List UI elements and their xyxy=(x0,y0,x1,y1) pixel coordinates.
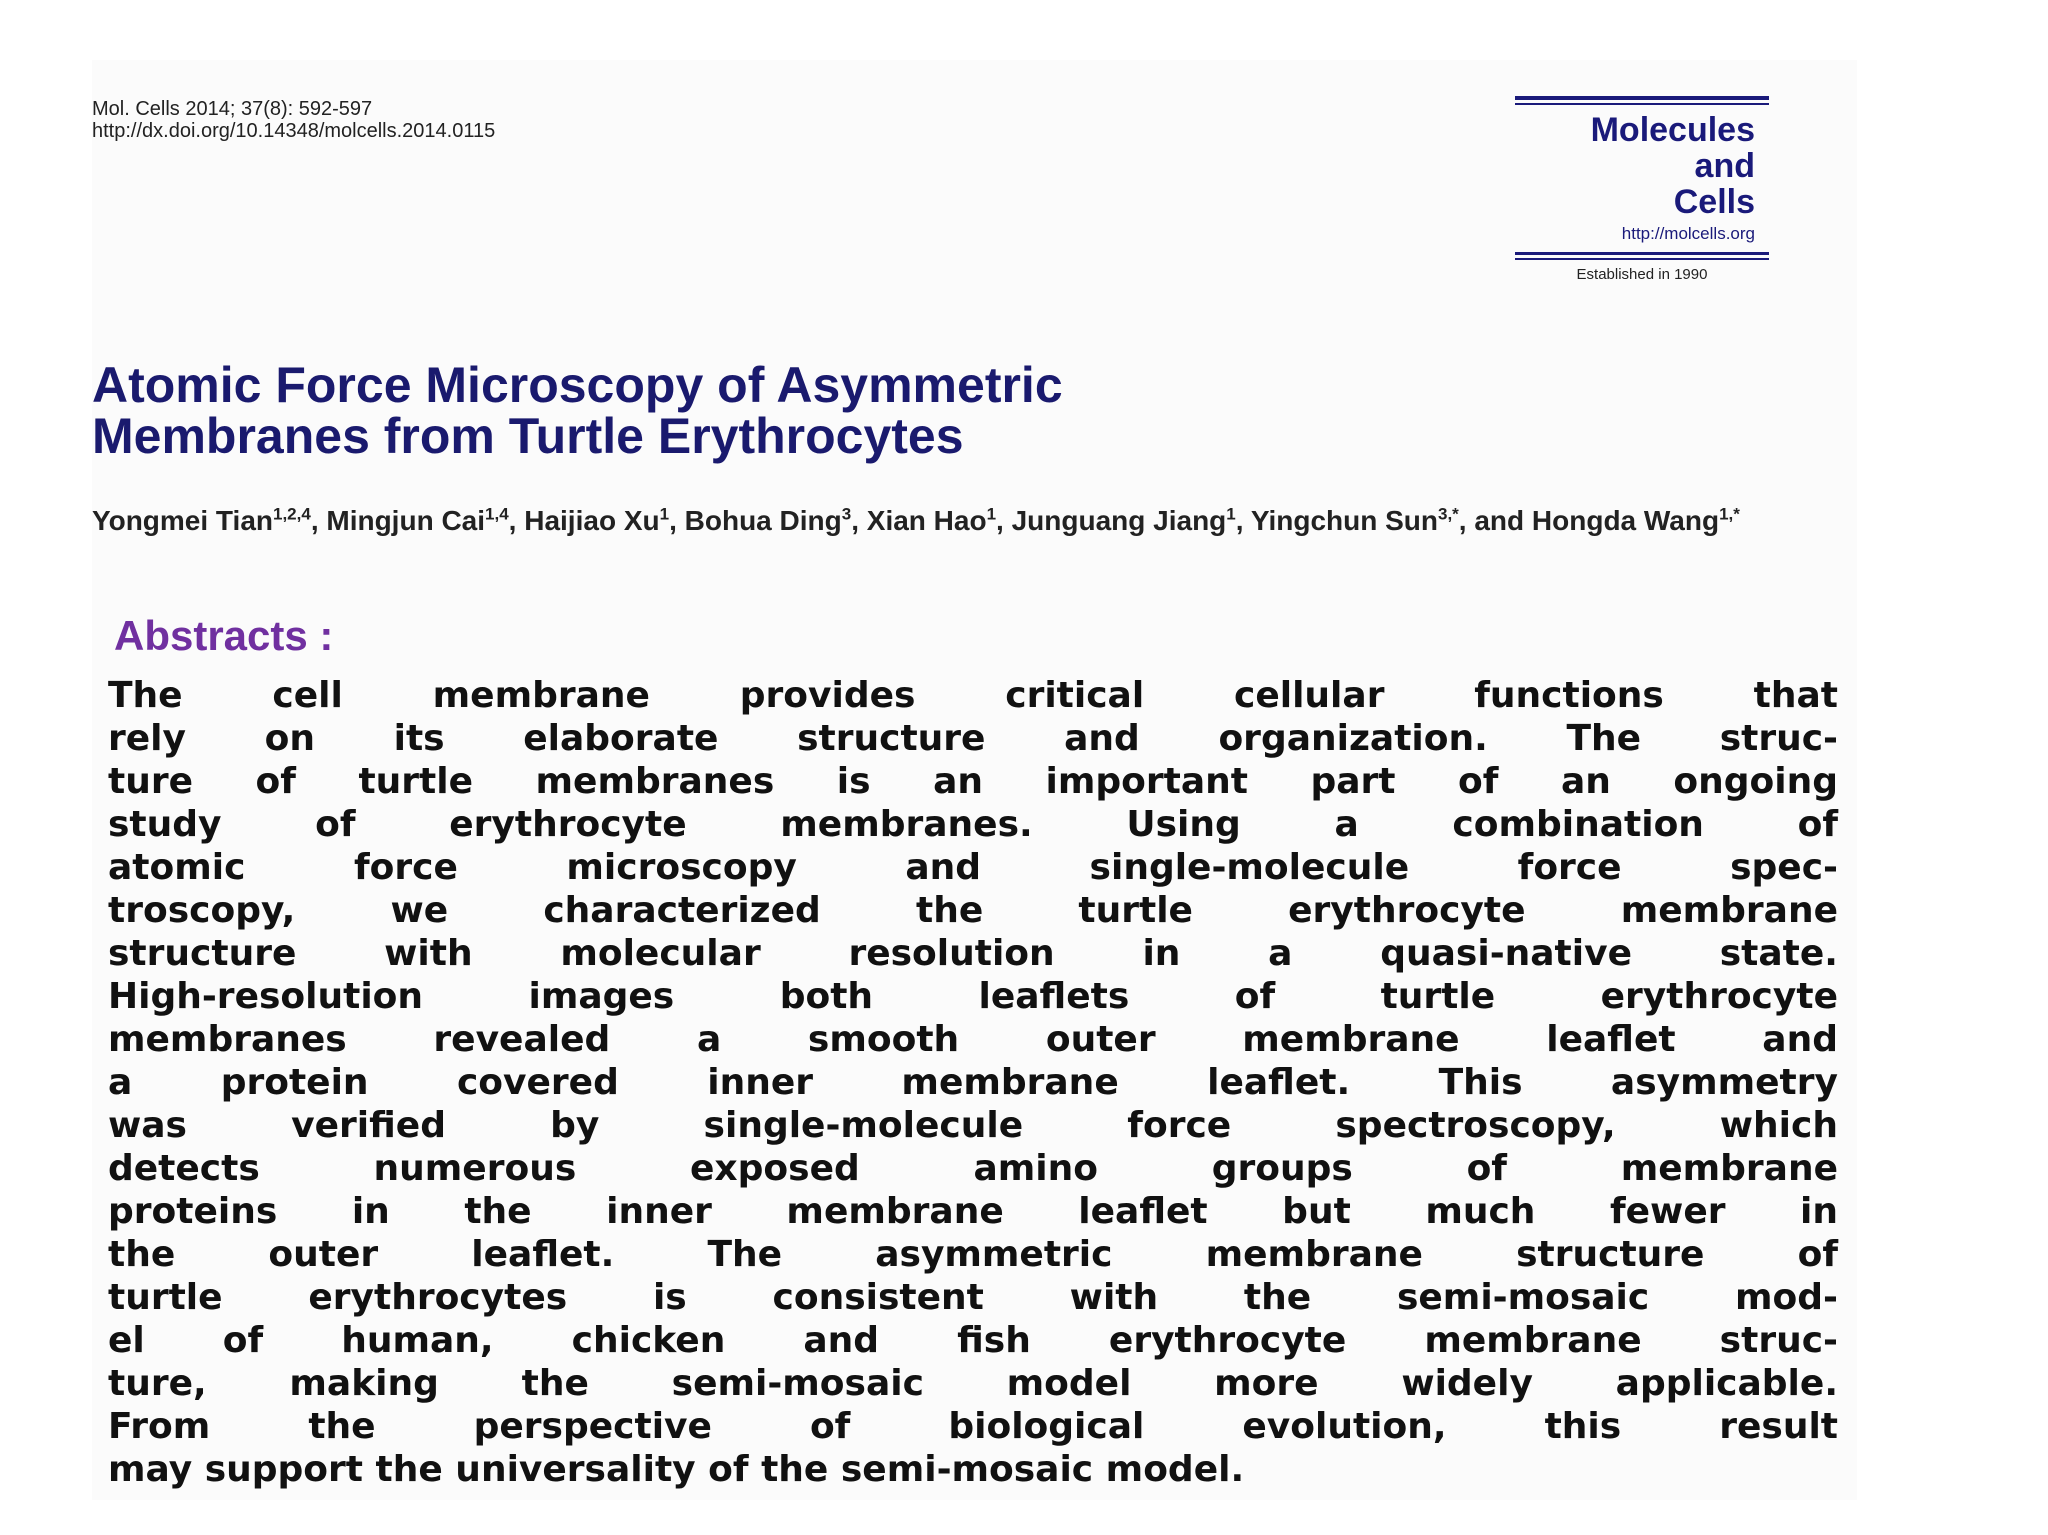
logo-rule-bottom xyxy=(1515,252,1769,255)
abstract-line: study of erythrocyte membranes. Using a combination of xyxy=(108,804,1838,845)
abstract-line: a protein covered inner membrane leaflet. This asymmetry xyxy=(108,1062,1838,1103)
journal-logo xyxy=(1515,96,1769,286)
citation-block xyxy=(92,98,495,142)
paper-title-line2: Membranes from Turtle Erythrocytes xyxy=(92,408,964,464)
abstract-line: may support the universality of the semi-mosaic model. xyxy=(108,1449,1245,1490)
abstract-line: proteins in the inner membrane leaflet but much fewer in xyxy=(108,1191,1838,1232)
abstract-line: High-resolution images both leaflets of turtle erythrocyte xyxy=(108,976,1838,1017)
author-name: Xian Hao xyxy=(866,505,987,536)
author-separator: , and xyxy=(1458,505,1532,536)
logo-rule-top-thin xyxy=(1515,103,1769,105)
author-affiliation: 1 xyxy=(659,504,670,524)
author-name: Haijiao Xu xyxy=(524,505,660,536)
abstract-line: structure with molecular resolution in a quasi-native state. xyxy=(108,933,1838,974)
author-separator: , xyxy=(1235,505,1251,536)
author-affiliation: 3 xyxy=(841,504,852,524)
author-separator: , xyxy=(310,505,327,536)
journal-citation: Mol. Cells 2014; 37(8): 592-597 xyxy=(92,98,373,120)
author-name: Bohua Ding xyxy=(684,505,842,536)
author-separator: , xyxy=(669,505,685,536)
logo-rule-bottom-thin xyxy=(1515,258,1769,260)
author-list xyxy=(92,506,1792,536)
journal-name-line3: Cells xyxy=(1673,183,1755,221)
doi-link[interactable]: http://dx.doi.org/10.14348/molcells.2014.0115 xyxy=(92,120,496,142)
author-affiliation: 3,* xyxy=(1438,504,1459,524)
abstract-line: was verified by single-molecule force spectroscopy, which xyxy=(108,1105,1838,1146)
abstract-line: troscopy, we characterized the turtle erythrocyte membrane xyxy=(108,890,1838,931)
journal-name-line1: Molecules xyxy=(1590,111,1755,149)
paper-title xyxy=(92,357,1492,464)
author-affiliation: 1,4 xyxy=(485,504,509,524)
author-separator: , xyxy=(996,505,1012,536)
logo-rule-top xyxy=(1515,96,1769,100)
abstract-line: The cell membrane provides critical cellular functions that xyxy=(108,675,1838,716)
author-separator: , xyxy=(508,505,525,536)
abstract-line: From the perspective of biological evolution, this result xyxy=(108,1406,1838,1447)
journal-url[interactable]: http://molcells.org xyxy=(1621,224,1755,243)
abstract-body xyxy=(108,674,1838,1491)
author-affiliation: 1,* xyxy=(1719,504,1740,524)
abstract-line: ture of turtle membranes is an important part of an ongoing xyxy=(108,761,1838,802)
author-name: Hongda Wang xyxy=(1531,505,1720,536)
abstract-line: detects numerous exposed amino groups of membrane xyxy=(108,1148,1838,1189)
author-name: Junguang Jiang xyxy=(1011,505,1227,536)
journal-name-line2: and xyxy=(1694,147,1755,185)
abstract-line: turtle erythrocytes is consistent with the semi-mosaic mod- xyxy=(108,1277,1838,1318)
author-affiliation: 1 xyxy=(986,504,997,524)
abstract-heading: Abstracts : xyxy=(114,612,334,659)
abstract-line: ture, making the semi-mosaic model more widely applicable. xyxy=(108,1363,1838,1404)
abstract-line: membranes revealed a smooth outer membrane leaflet and xyxy=(108,1019,1838,1060)
author-separator: , xyxy=(851,505,867,536)
paper-title-line1: Atomic Force Microscopy of Asymmetric xyxy=(92,357,1063,413)
author-affiliation: 1 xyxy=(1226,504,1236,524)
author-name: Mingjun Cai xyxy=(326,505,486,536)
abstract-line: the outer leaflet. The asymmetric membrane structure of xyxy=(108,1234,1838,1275)
abstract-line: rely on its elaborate structure and organization. The struc- xyxy=(108,718,1838,759)
author-affiliation: 1,2,4 xyxy=(273,504,311,524)
abstract-line: el of human, chicken and fish erythrocyte membrane struc- xyxy=(108,1320,1838,1361)
abstract-line: atomic force microscopy and single-molecule force spec- xyxy=(108,847,1838,888)
journal-name xyxy=(1591,112,1755,220)
author-name: Yingchun Sun xyxy=(1250,505,1438,536)
journal-established: Established in 1990 xyxy=(1576,266,1708,283)
author-name: Yongmei Tian xyxy=(92,505,273,536)
